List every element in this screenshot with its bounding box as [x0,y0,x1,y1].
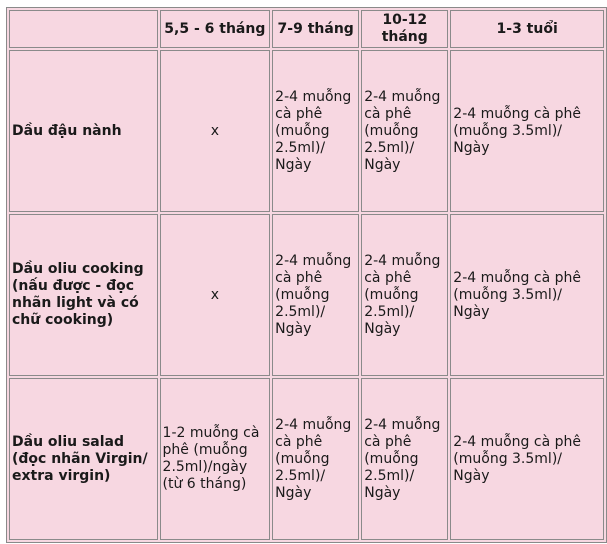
table-row [9,378,604,540]
oil-dosage-table [6,7,607,543]
table-cell: 2-4 muỗng cà phê (muỗng 3.5ml)/ Ngày [450,378,604,540]
table-cell: 2-4 muỗng cà phê (muỗng 3.5ml)/ Ngày [450,214,604,376]
table-cell: 2-4 muỗng cà phê (muỗng 2.5ml)/ Ngày [272,214,359,376]
header-cell-empty [9,10,158,48]
table-cell: 2-4 muỗng cà phê (muỗng 2.5ml)/ Ngày [361,378,448,540]
table-cell: 1-2 muỗng cà phê (muỗng 2.5ml)/ngày (từ 6 tháng) [160,378,271,540]
header-cell-1-3-years: 1-3 tuổi [450,10,604,48]
table-cell: x [160,50,271,212]
row-label-olive-salad-oil: Dầu oliu salad (đọc nhãn Virgin/ extra virgin) [9,378,158,540]
table-cell: 2-4 muỗng cà phê (muỗng 2.5ml)/ Ngày [361,214,448,376]
header-cell-5-6-months: 5,5 - 6 tháng [160,10,271,48]
table-cell: 2-4 muỗng cà phê (muỗng 2.5ml)/ Ngày [272,378,359,540]
table-row [9,214,604,376]
header-cell-10-12-months: 10-12 tháng [361,10,448,48]
table-cell: 2-4 muỗng cà phê (muỗng 2.5ml)/ Ngày [361,50,448,212]
table-cell: 2-4 muỗng cà phê (muỗng 3.5ml)/ Ngày [450,50,604,212]
row-label-soybean-oil: Dầu đậu nành [9,50,158,212]
row-label-olive-cooking-oil: Dầu oliu cooking (nấu được - đọc nhãn light và có chữ cooking) [9,214,158,376]
table-header-row [9,10,604,48]
header-cell-7-9-months: 7-9 tháng [272,10,359,48]
table-cell: 2-4 muỗng cà phê (muỗng 2.5ml)/ Ngày [272,50,359,212]
table-row [9,50,604,212]
table-cell: x [160,214,271,376]
